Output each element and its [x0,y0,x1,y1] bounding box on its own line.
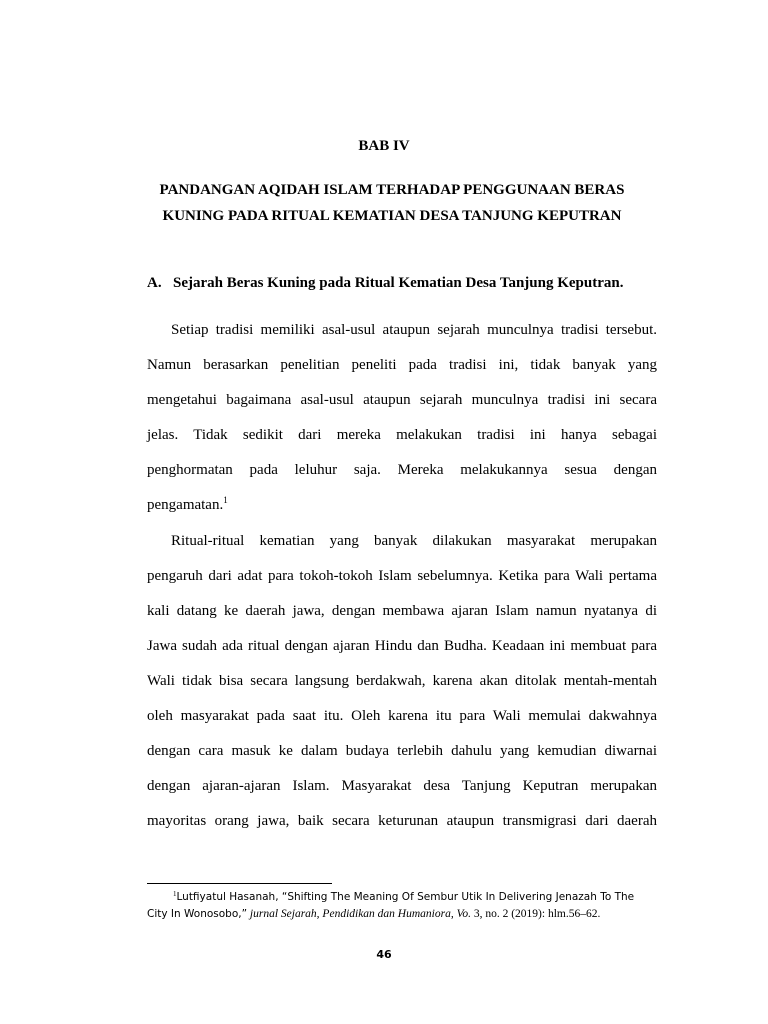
section-heading [147,274,624,292]
paragraph-1 [147,313,657,523]
footnote-line-2 [147,906,662,923]
chapter-number: BAB IV [358,138,410,154]
footnote [147,889,662,923]
paragraph-line: jelas. Tidak sedikit dari mereka melakukan tradisi ini hanya sebagai [147,427,657,443]
paragraph-line: Ritual-ritual kematian yang banyak dilakukan masyarakat merupakan [171,533,657,549]
paragraph-line: Namun berasarkan penelitian peneliti pada tradisi ini, tidak banyak yang [147,357,657,373]
paragraph-line: Jawa sudah ada ritual dengan ajaran Hindu dan Budha. Keadaan ini membuat para [147,638,657,654]
footnote-title-continued: City In Wonosobo,” [147,908,248,920]
paragraph-line: oleh masyarakat pada saat itu. Oleh karena itu para Wali memulai dakwahnya [147,708,657,724]
footnote-line-1 [147,889,662,906]
paragraph-line: penghormatan pada leluhur saja. Mereka melakukannya sesua dengan [147,462,657,478]
paragraph-line: dengan cara masuk ke dalam budaya terlebih dahulu yang kemudian diwarnai [147,743,657,759]
chapter-title-line-1: PANDANGAN AQIDAH ISLAM TERHADAP PENGGUNAAN BERAS [159,182,625,198]
footnote-journal: jurnal Sejarah, Pendidikan dan Humaniora, Vo. [249,908,471,920]
section-letter: A. [147,275,162,291]
chapter-title-line-2: KUNING PADA RITUAL KEMATIAN DESA TANJUNG KEPUTRAN [162,208,622,224]
paragraph-2 [147,524,657,839]
paragraph-line: kali datang ke daerah jawa, dengan membawa ajaran Islam namun nyatanya di [147,603,657,619]
paragraph-line: pengaruh dari adat para tokoh-tokoh Islam sebelumnya. Ketika para Wali pertama [147,568,657,584]
footnote-reference[interactable]: 1 [223,495,228,505]
paragraph-line: Setiap tradisi memiliki asal-usul ataupun sejarah munculnya tradisi tersebut. [171,322,657,338]
paragraph-line: dengan ajaran-ajaran Islam. Masyarakat desa Tanjung Keputran merupakan [147,778,657,794]
footnote-author-title: Lutfiyatul Hasanah, “Shifting The Meaning Of Sembur Utik In Delivering Jenazah To The [176,891,635,903]
section-title: Sejarah Beras Kuning pada Ritual Kematian Desa Tanjung Keputran. [173,275,624,291]
paragraph-line: Wali tidak bisa secara langsung berdakwah, karena akan ditolak mentah-mentah [147,673,657,689]
paragraph-line: mengetahui bagaimana asal-usul ataupun sejarah munculnya tradisi ini secara [147,392,657,408]
paragraph-line-last [147,488,657,523]
footnote-details: 3, no. 2 (2019): hlm.56–62. [473,908,601,920]
footnote-divider [147,883,332,884]
paragraph-line: mayoritas orang jawa, baik secara keturunan ataupun transmigrasi dari daerah [147,813,657,829]
paragraph-line-text: pengamatan. [147,497,224,513]
page-number: 46 [376,948,392,961]
footnote-number: 1 [173,890,177,898]
chapter-title [140,177,644,229]
